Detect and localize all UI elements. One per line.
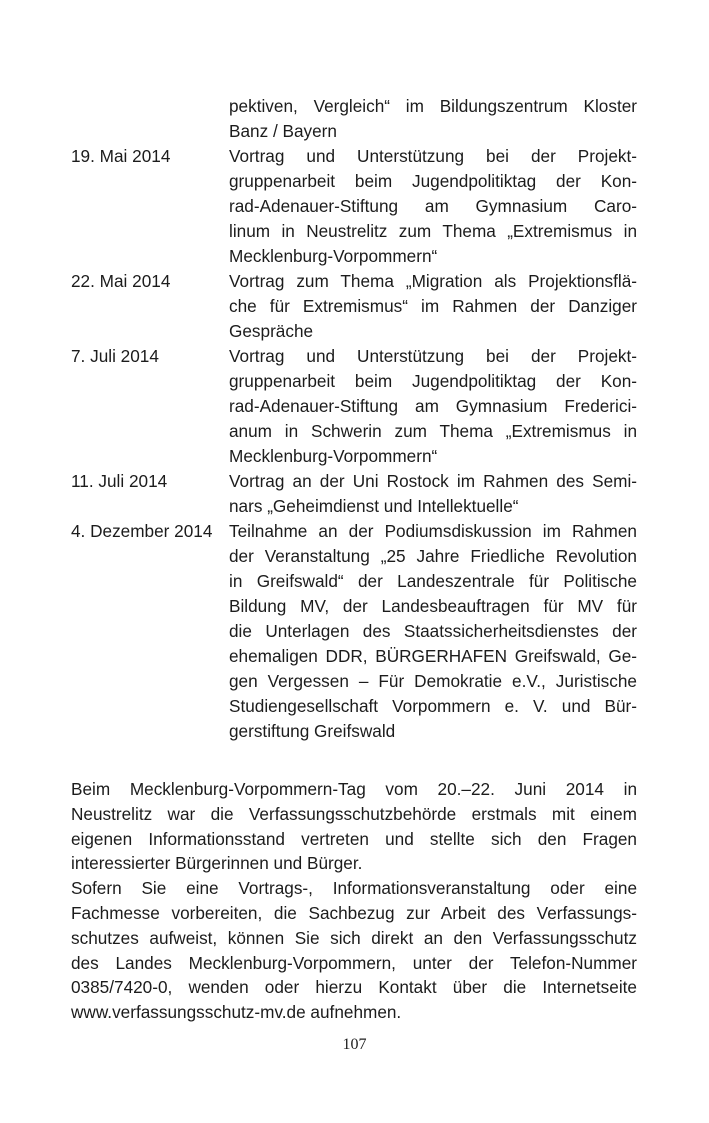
- event-row: [71, 519, 637, 744]
- text-line: gruppenarbeit beim Jugendpolitiktag der Kon-: [229, 171, 637, 191]
- event-description: [229, 344, 637, 469]
- text-line: Beim Mecklenburg-Vorpommern-Tag vom 20.–22. Juni 2014 in: [71, 779, 637, 799]
- event-date: 7. Juli 2014: [71, 346, 159, 366]
- event-row: [71, 94, 637, 144]
- event-description: [229, 94, 637, 144]
- text-line: die Unterlagen des Staatssicherheitsdienstes der: [229, 621, 637, 641]
- paragraph-info-stand: [71, 777, 637, 876]
- text-line: anum in Schwerin zum Thema „Extremismus in: [229, 421, 637, 441]
- text-line: Bildung MV, der Landesbeauftragen für MV für: [229, 596, 637, 616]
- event-row: [71, 469, 637, 519]
- text-line: in Greifswald“ der Landeszentrale für Politische: [229, 571, 637, 591]
- page-number: 107: [342, 1036, 367, 1053]
- text-line: rad-Adenauer-Stiftung am Gymnasium Caro-: [229, 196, 637, 216]
- event-date: 22. Mai 2014: [71, 271, 171, 291]
- event-description: [229, 144, 637, 269]
- text-line: Fachmesse vorbereiten, die Sachbezug zur Arbeit des Verfassungs-: [71, 902, 637, 923]
- event-date: 19. Mai 2014: [71, 146, 171, 166]
- text-line: Neustrelitz war die Verfassungsschutzbehörde erstmals mit einem: [71, 803, 637, 824]
- text-line: nars „Geheimdienst und Intellektuelle“: [229, 496, 519, 516]
- text-line: der Veranstaltung „25 Jahre Friedliche Revolution: [229, 546, 637, 566]
- text-line: che für Extremismus“ im Rahmen der Danziger: [229, 296, 637, 316]
- text-line: Banz / Bayern: [229, 121, 337, 141]
- event-row: [71, 344, 637, 469]
- text-line: Vortrag und Unterstützung bei der Projekt-: [229, 146, 637, 166]
- event-date: 11. Juli 2014: [71, 471, 168, 491]
- text-line: ehemaligen DDR, BÜRGERHAFEN Greifswald, Ge-: [229, 646, 637, 666]
- text-line: des Landes Mecklenburg-Vorpommern, unter der Telefon-Nummer: [71, 952, 637, 973]
- document-page: [71, 94, 637, 1025]
- text-line: interessierter Bürgerinnen und Bürger.: [71, 853, 363, 874]
- body-paragraphs: [71, 777, 637, 1025]
- text-line: Sofern Sie eine Vortrags-, Informationsveranstaltung oder eine: [71, 878, 637, 899]
- text-line: Gespräche: [229, 321, 314, 341]
- text-line: gerstiftung Greifswald: [229, 721, 396, 741]
- text-line: gruppenarbeit beim Jugendpolitiktag der Kon-: [229, 371, 637, 391]
- event-row: [71, 269, 637, 344]
- text-line: eigenen Informationsstand vertreten und stellte sich den Fragen: [71, 828, 637, 849]
- text-line: linum in Neustrelitz zum Thema „Extremismus in: [229, 221, 637, 241]
- text-line: Studiengesellschaft Vorpommern e. V. und Bür-: [229, 696, 637, 716]
- event-list: [71, 94, 637, 744]
- text-line: Mecklenburg-Vorpommern“: [229, 446, 438, 466]
- text-line: Vortrag und Unterstützung bei der Projekt-: [229, 346, 637, 366]
- text-line: 0385/7420-0, wenden oder hierzu Kontakt über die Internetseite: [71, 977, 637, 998]
- text-line: rad-Adenauer-Stiftung am Gymnasium Frederici-: [229, 396, 637, 416]
- event-description: [229, 269, 637, 344]
- text-line: gen Vergessen – Für Demokratie e.V., Juristische: [229, 671, 637, 691]
- text-line: www.verfassungsschutz-mv.de aufnehmen.: [71, 1002, 402, 1023]
- event-row: [71, 144, 637, 269]
- text-line: Vortrag an der Uni Rostock im Rahmen des Semi-: [229, 471, 637, 491]
- text-line: schutzes aufweist, können Sie sich direkt an den Verfassungsschutz: [71, 927, 637, 948]
- text-line: Mecklenburg-Vorpommern“: [229, 246, 438, 266]
- text-line: Teilnahme an der Podiumsdiskussion im Rahmen: [229, 521, 637, 541]
- text-line: Vortrag zum Thema „Migration als Projektionsflä-: [229, 271, 637, 291]
- paragraph-contact: [71, 876, 637, 1025]
- text-line: pektiven, Vergleich“ im Bildungszentrum Kloster: [229, 96, 637, 116]
- event-date: 4. Dezember 2014: [71, 521, 213, 541]
- event-description: [229, 519, 637, 744]
- event-description: [229, 469, 637, 519]
